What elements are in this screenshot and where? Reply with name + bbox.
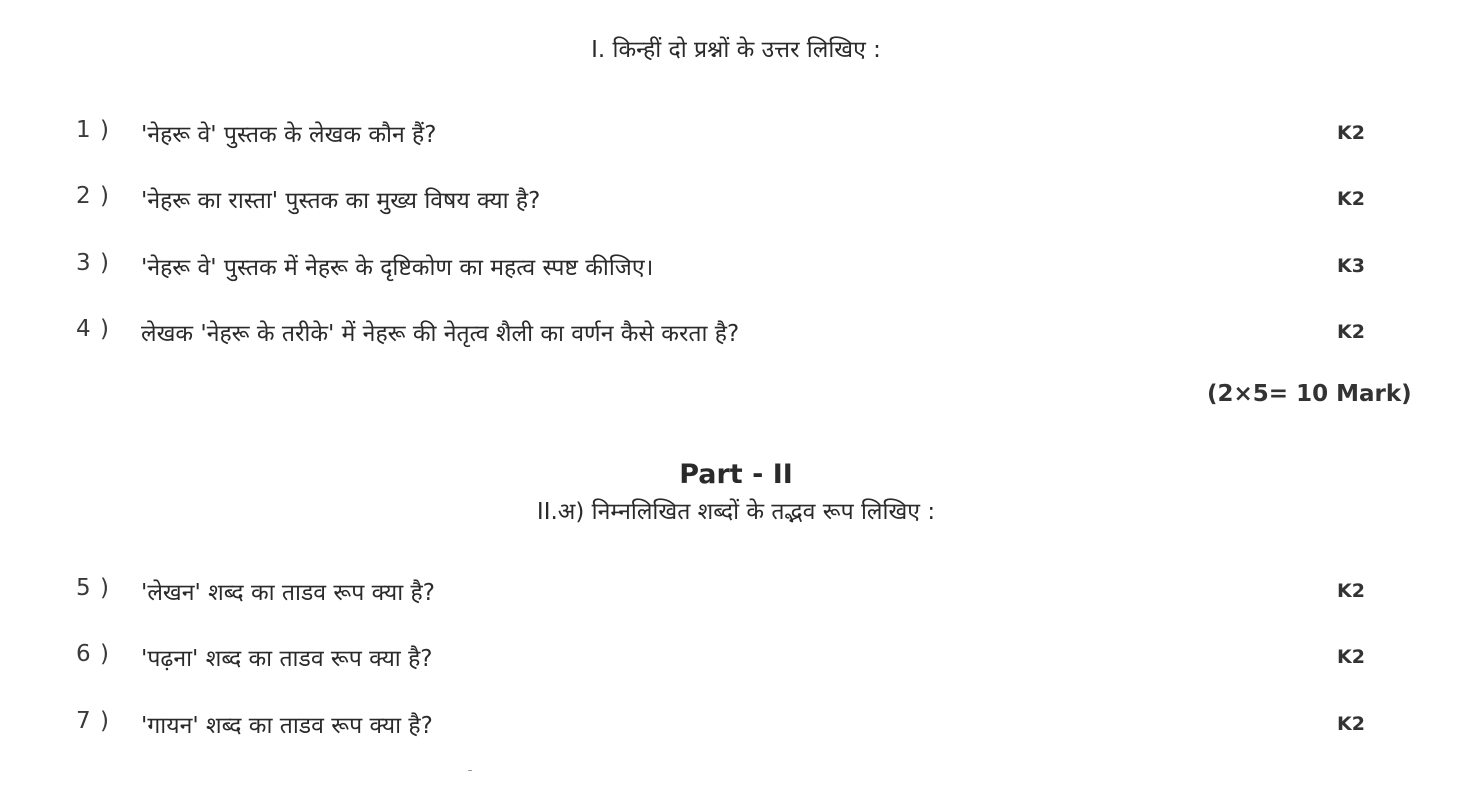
question-text: 'लेखन' शब्द का ताडव रूप क्या है? xyxy=(141,580,435,606)
question-number: 7 ) xyxy=(76,708,110,734)
question-row xyxy=(0,641,1472,677)
question-row xyxy=(0,708,1472,744)
knowledge-level: K2 xyxy=(1337,188,1365,210)
marks-total: (2×5= 10 Mark) xyxy=(1207,381,1412,407)
knowledge-level: K2 xyxy=(1337,122,1365,144)
question-number: 5 ) xyxy=(76,575,110,601)
question-number: 3 ) xyxy=(76,250,110,276)
knowledge-level: K2 xyxy=(1337,713,1365,735)
question-number: 1 ) xyxy=(76,117,110,143)
question-row xyxy=(0,316,1472,352)
question-text: 'नेहरू वे' पुस्तक के लेखक कौन हैं? xyxy=(141,122,437,148)
knowledge-level: K2 xyxy=(1337,580,1365,602)
question-row xyxy=(0,250,1472,286)
question-row xyxy=(0,183,1472,219)
question-text: लेखक 'नेहरू के तरीके' में नेहरू की नेतृत्व शैली का वर्णन कैसे करता है? xyxy=(141,321,740,347)
part2-instruction: II.अ) निम्नलिखित शब्दों के तद्भव रूप लिखिए : xyxy=(536,499,936,525)
knowledge-level: K3 xyxy=(1337,255,1365,277)
question-number: 4 ) xyxy=(76,316,110,342)
question-row xyxy=(0,575,1472,611)
knowledge-level: K2 xyxy=(1337,321,1365,343)
question-text: 'पढ़ना' शब्द का ताडव रूप क्या है? xyxy=(141,646,433,672)
question-number: 2 ) xyxy=(76,183,110,209)
question-text: 'गायन' शब्द का ताडव रूप क्या है? xyxy=(141,713,433,739)
knowledge-level: K2 xyxy=(1337,646,1365,668)
scan-speck xyxy=(468,770,472,771)
part1-instruction: I. किन्हीं दो प्रश्नों के उत्तर लिखिए : xyxy=(591,37,881,63)
question-row xyxy=(0,117,1472,153)
question-text: 'नेहरू का रास्ता' पुस्तक का मुख्य विषय क्या है? xyxy=(141,188,541,214)
question-text: 'नेहरू वे' पुस्तक में नेहरू के दृष्टिकोण का महत्व स्पष्ट कीजिए। xyxy=(141,255,654,281)
question-number: 6 ) xyxy=(76,641,110,667)
part-title: Part - II xyxy=(679,459,793,490)
